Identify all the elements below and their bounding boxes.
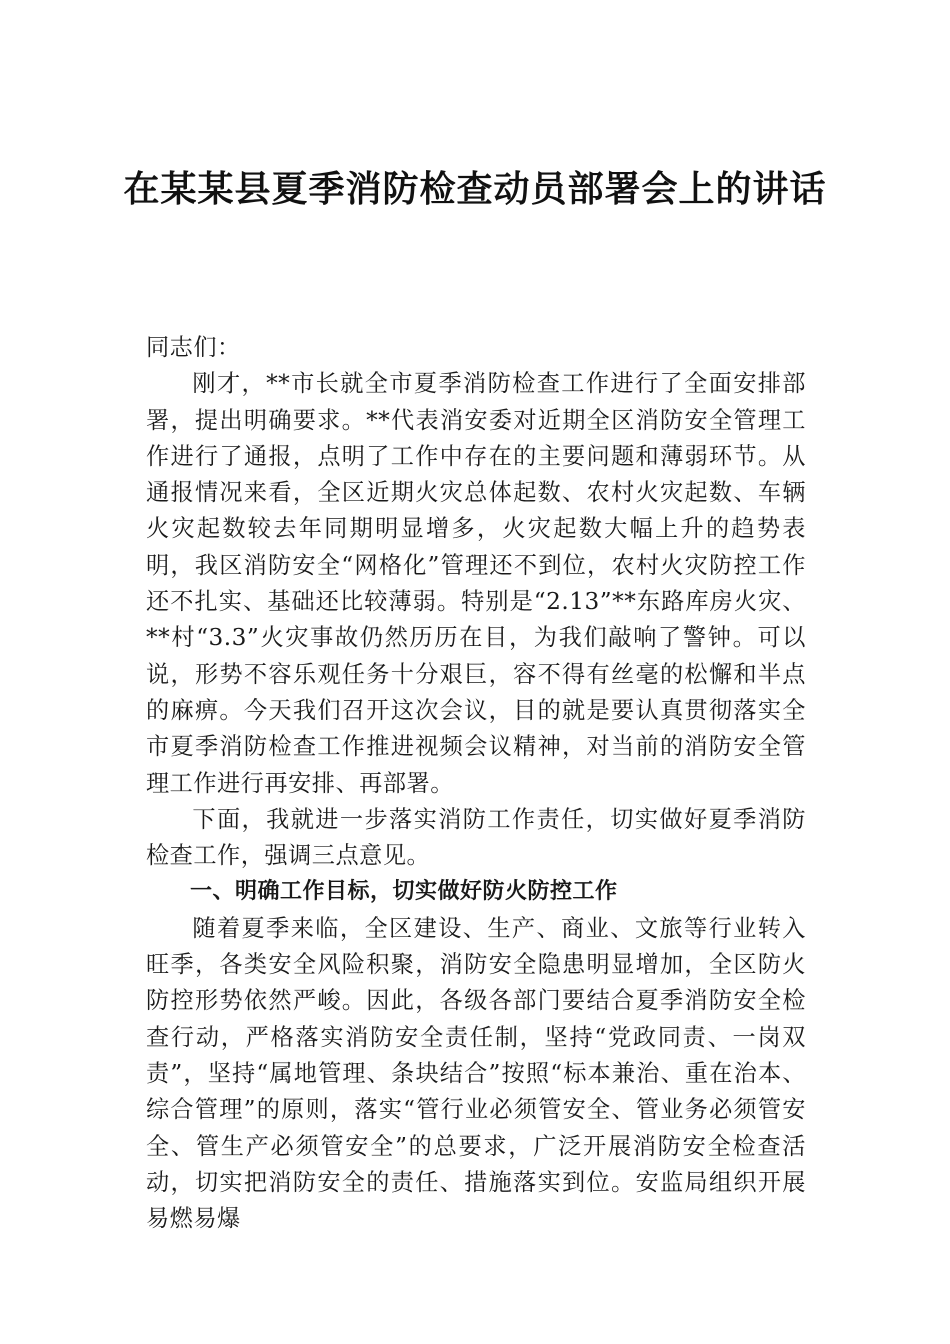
document-title: 在某某县夏季消防检查动员部署会上的讲话: [123, 169, 827, 210]
section-heading: 一、明确工作目标，切实做好防火防控工作: [190, 879, 618, 905]
document-body: [146, 330, 806, 1237]
paragraph-outline: 下面，我就进一步落实消防工作责任，切实做好夏季消防检查工作，强调三点意见。: [146, 805, 806, 870]
paragraph-intro: 刚才，**市长就全市夏季消防检查工作进行了全面安排部署，提出明确要求。**代表消安委对近期全区消防安全管理工作进行了通报，点明了工作中存在的主要问题和薄弱环节。从通报情况来看，全区近期火灾总体起数、农村火灾起数、车辆火灾起数较去年同期明显增多，火灾起数大幅上升的趋势表明，我区消防安全“网格化”管理还不到位，农村火灾防控工作还不扎实、基础还比较薄弱。特别是“2.13”**东路库房火灾、**村“3.3”火灾事故仍然历历在目，为我们敲响了警钟。可以说，形势不容乐观任务十分艰巨，容不得有丝毫的松懈和半点的麻痹。今天我们召开这次会议，目的就是要认真贯彻落实全市夏季消防检查工作推进视频会议精神，对当前的消防安全管理工作进行再安排、再部署。: [146, 370, 806, 797]
paragraph-section-1: 随着夏季来临，全区建设、生产、商业、文旅等行业转入旺季，各类安全风险积聚，消防安全隐患明显增加，全区防火防控形势依然严峻。因此，各级各部门要结合夏季消防安全检查行动，严格落实消防安全责任制，坚持“党政同责、一岗双责”，坚持“属地管理、条块结合”按照“标本兼治、重在治本、综合管理”的原则，落实“管行业必须管安全、管业务必须管安全、管生产必须管安全”的总要求，广泛开展消防安全检查活动，切实把消防安全的责任、措施落实到位。安监局组织开展易燃易爆: [146, 914, 806, 1233]
salutation: 同志们：: [146, 334, 241, 361]
